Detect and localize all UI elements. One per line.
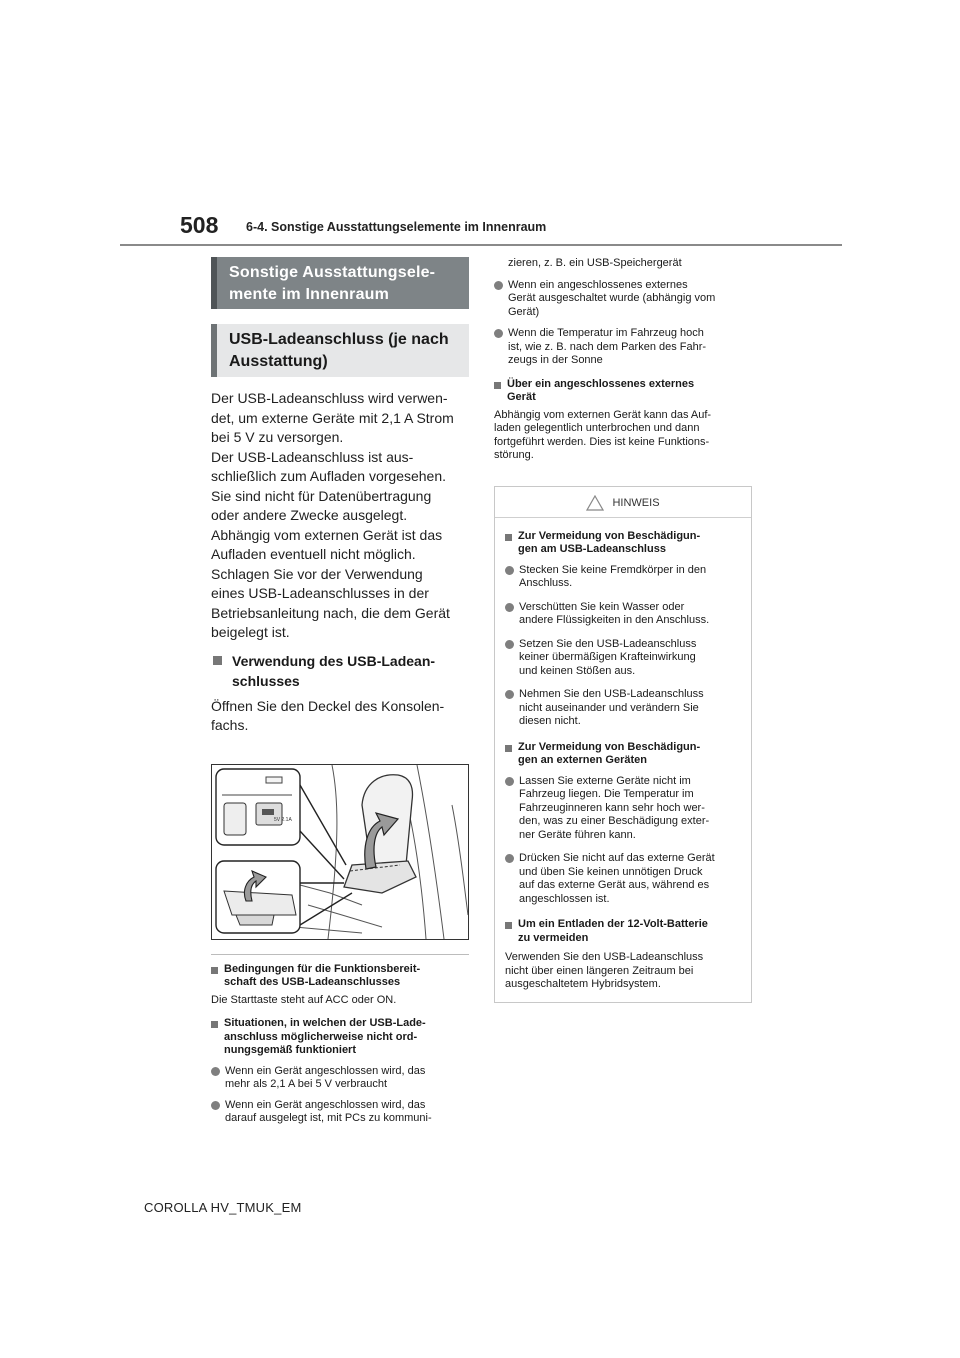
situations-heading-line: Situationen, in welchen der USB-Lade- bbox=[224, 1017, 426, 1029]
intro-line: eines USB-Ladeanschlusses in der bbox=[211, 585, 429, 601]
square-bullet-icon bbox=[494, 382, 501, 389]
notice-heading-line: Zur Vermeidung von Beschädigun- bbox=[518, 529, 701, 542]
notice-line: Drücken Sie nicht auf das externe Gerät bbox=[519, 852, 715, 864]
circle-bullet-icon bbox=[505, 566, 514, 575]
intro-line: oder andere Zwecke ausgelegt. bbox=[211, 507, 408, 523]
port-label: 5V 2.1A bbox=[274, 816, 292, 823]
notice-text bbox=[505, 951, 741, 992]
notice-item bbox=[505, 852, 741, 906]
intro-line: Der USB-Ladeanschluss ist aus- bbox=[211, 448, 414, 465]
notice-header bbox=[495, 487, 751, 518]
intro-line: Abhängig vom externen Gerät ist das bbox=[211, 526, 443, 543]
situation-line: Gerät) bbox=[508, 305, 540, 318]
notice-heading bbox=[505, 741, 741, 768]
notice-heading-line: zu vermeiden bbox=[518, 931, 589, 944]
notice-item bbox=[505, 638, 741, 679]
external-device-heading-line: Über ein angeschlossenes externes bbox=[507, 377, 695, 390]
notice-line: andere Flüssigkeiten in den Anschluss. bbox=[519, 614, 710, 626]
square-bullet-icon bbox=[505, 745, 512, 752]
intro-line: Aufladen eventuell nicht möglich. bbox=[211, 546, 416, 562]
console-illustration bbox=[211, 764, 469, 940]
external-device-text bbox=[494, 409, 752, 463]
notice-line: Stecken Sie keine Fremdkörper in den bbox=[519, 563, 707, 576]
external-device-line: Abhängig vom externen Gerät kann das Auf- bbox=[494, 408, 712, 421]
left-column bbox=[211, 257, 469, 1126]
situation-item bbox=[494, 279, 752, 320]
intro-paragraph bbox=[211, 389, 469, 643]
lid-release-inset bbox=[216, 861, 300, 933]
situation-line: zeugs in der Sonne bbox=[508, 354, 603, 366]
intro-line: det, um externe Geräte mit 2,1 A Strom bbox=[211, 409, 454, 426]
intro-line: Schlagen Sie vor der Verwendung bbox=[211, 565, 423, 582]
notice-line: diesen nicht. bbox=[519, 715, 581, 727]
notice-line: Verschütten Sie kein Wasser oder bbox=[519, 600, 685, 613]
conditions-heading bbox=[211, 963, 469, 990]
notice-heading bbox=[505, 530, 741, 557]
notice-heading-line: Um ein Entladen der 12-Volt-Batterie bbox=[518, 918, 708, 930]
square-bullet-icon bbox=[505, 922, 512, 929]
notice-line: und keinen Stößen aus. bbox=[519, 664, 636, 677]
notice-line: Verwenden Sie den USB-Ladeanschluss bbox=[505, 951, 704, 963]
situation-line: darauf ausgelegt ist, mit PCs zu kommuni- bbox=[225, 1112, 432, 1124]
situation-item bbox=[211, 1099, 469, 1126]
circle-bullet-icon bbox=[494, 329, 503, 338]
situations-heading bbox=[211, 1017, 469, 1058]
intro-line: Der USB-Ladeanschluss wird verwen- bbox=[211, 390, 448, 406]
notice-item bbox=[505, 564, 741, 591]
console-drawing bbox=[212, 765, 468, 939]
notice-heading-line: gen an externen Geräten bbox=[518, 754, 647, 766]
situation-line: ist, wie z. B. nach dem Parken des Fahr- bbox=[508, 340, 707, 353]
notice-item bbox=[505, 601, 741, 628]
conditions-heading-line: schaft des USB-Ladeanschlusses bbox=[224, 976, 401, 988]
notice-line: Lassen Sie externe Geräte nicht im bbox=[519, 774, 691, 787]
situation-line: Wenn die Temperatur im Fahrzeug hoch bbox=[508, 327, 704, 339]
figure-divider bbox=[211, 954, 469, 955]
situation-item bbox=[494, 327, 752, 368]
intro-line: schließlich zum Aufladen vorgesehen. bbox=[211, 468, 447, 484]
intro-line: Sie sind nicht für Datenübertragung bbox=[211, 487, 432, 504]
notice-line: Anschluss. bbox=[519, 577, 573, 589]
notice-line: auf das externe Gerät aus, während es bbox=[519, 879, 710, 891]
usage-heading bbox=[211, 651, 469, 691]
external-device-heading bbox=[494, 378, 752, 405]
square-bullet-icon bbox=[213, 656, 222, 665]
topic-title-line: Ausstattung) bbox=[229, 353, 328, 370]
external-device-line: fortgeführt werden. Dies ist keine Funktions- bbox=[494, 435, 710, 448]
square-bullet-icon bbox=[211, 967, 218, 974]
circle-bullet-icon bbox=[211, 1101, 220, 1110]
notice-heading bbox=[505, 918, 741, 945]
notice-title: HINWEIS bbox=[612, 496, 660, 509]
section-title-line: mente im Innenraum bbox=[229, 286, 390, 303]
square-bullet-icon bbox=[505, 534, 512, 541]
external-device-line: störung. bbox=[494, 449, 534, 461]
notice-line: Nehmen Sie den USB-Ladeanschluss bbox=[519, 688, 704, 700]
circle-bullet-icon bbox=[494, 281, 503, 290]
conditions-text: Die Starttaste steht auf ACC oder ON. bbox=[211, 993, 397, 1006]
circle-bullet-icon bbox=[211, 1067, 220, 1076]
notice-line: Fahrzeug liegen. Die Temperatur im bbox=[519, 788, 694, 800]
header-rule bbox=[120, 244, 842, 246]
section-title-line: Sonstige Ausstattungsele- bbox=[229, 264, 436, 281]
section-header: 6-4. Sonstige Ausstattungselemente im Innenraum bbox=[246, 220, 547, 234]
intro-line: beigelegt ist. bbox=[211, 624, 290, 640]
situation-line: Wenn ein Gerät angeschlossen wird, das bbox=[225, 1064, 426, 1077]
situation-line: mehr als 2,1 A bei 5 V verbraucht bbox=[225, 1078, 388, 1090]
situations-heading-line: nungsgemäß funktioniert bbox=[224, 1044, 356, 1056]
notice-line: Setzen Sie den USB-Ladeanschluss bbox=[519, 637, 697, 650]
situation-line: Wenn ein Gerät angeschlossen wird, das bbox=[225, 1098, 426, 1111]
usage-heading-line: schlusses bbox=[232, 672, 300, 689]
situation-line: Gerät ausgeschaltet wurde (abhängig vom bbox=[508, 292, 716, 304]
circle-bullet-icon bbox=[505, 854, 514, 863]
circle-bullet-icon bbox=[505, 777, 514, 786]
warning-triangle-icon bbox=[586, 495, 604, 511]
notice-line: angeschlossen ist. bbox=[519, 892, 610, 905]
notice-line: ner Geräte führen kann. bbox=[519, 828, 636, 841]
right-column bbox=[494, 257, 752, 1003]
usage-text-line: Öffnen Sie den Deckel des Konsolen- bbox=[211, 697, 445, 714]
footer-model-code: COROLLA HV_TMUK_EM bbox=[144, 1200, 302, 1215]
notice-box bbox=[494, 486, 752, 1003]
external-device-line: laden gelegentlich unterbrochen und dann bbox=[494, 422, 700, 434]
notice-item bbox=[505, 688, 741, 729]
situations-heading-line: anschluss möglicherweise nicht ord- bbox=[224, 1030, 418, 1043]
circle-bullet-icon bbox=[505, 690, 514, 699]
notice-line: ausgeschaltetem Hybridsystem. bbox=[505, 978, 661, 990]
usage-text bbox=[211, 697, 469, 736]
circle-bullet-icon bbox=[505, 603, 514, 612]
page-number: 508 bbox=[180, 212, 219, 238]
topic-title-box bbox=[211, 324, 469, 377]
notice-line: nicht auseinander und verändern Sie bbox=[519, 701, 699, 714]
intro-line: bei 5 V zu versorgen. bbox=[211, 429, 344, 445]
situation-continuation: zieren, z. B. ein USB-Speichergerät bbox=[508, 257, 682, 269]
conditions-heading-line: Bedingungen für die Funktionsbereit- bbox=[224, 962, 421, 975]
notice-line: den, was zu einer Beschädigung exter- bbox=[519, 815, 710, 827]
external-device-heading-line: Gerät bbox=[507, 391, 536, 403]
section-title-box bbox=[211, 257, 469, 309]
notice-line: Fahrzeuginneren kann sehr hoch wer- bbox=[519, 801, 705, 814]
usage-text-line: fachs. bbox=[211, 717, 249, 733]
intro-line: Betriebsanleitung nach, die dem Gerät bbox=[211, 604, 450, 621]
square-bullet-icon bbox=[211, 1021, 218, 1028]
notice-heading-line: Zur Vermeidung von Beschädigun- bbox=[518, 740, 701, 753]
situation-item bbox=[211, 1065, 469, 1092]
notice-line: und üben Sie keinen unnötigen Druck bbox=[519, 865, 703, 878]
circle-bullet-icon bbox=[505, 640, 514, 649]
notice-item bbox=[505, 775, 741, 843]
usb-port-inset bbox=[216, 769, 300, 845]
notice-line: nicht über einen längeren Zeitraum bei bbox=[505, 964, 694, 977]
notice-line: keiner übermäßigen Krafteinwirkung bbox=[519, 651, 696, 663]
topic-title-line: USB-Ladeanschluss (je nach bbox=[229, 331, 449, 348]
notice-heading-line: gen am USB-Ladeanschluss bbox=[518, 543, 666, 555]
usage-heading-line: Verwendung des USB-Ladean- bbox=[232, 652, 436, 669]
situation-line: Wenn ein angeschlossenes externes bbox=[508, 278, 688, 291]
